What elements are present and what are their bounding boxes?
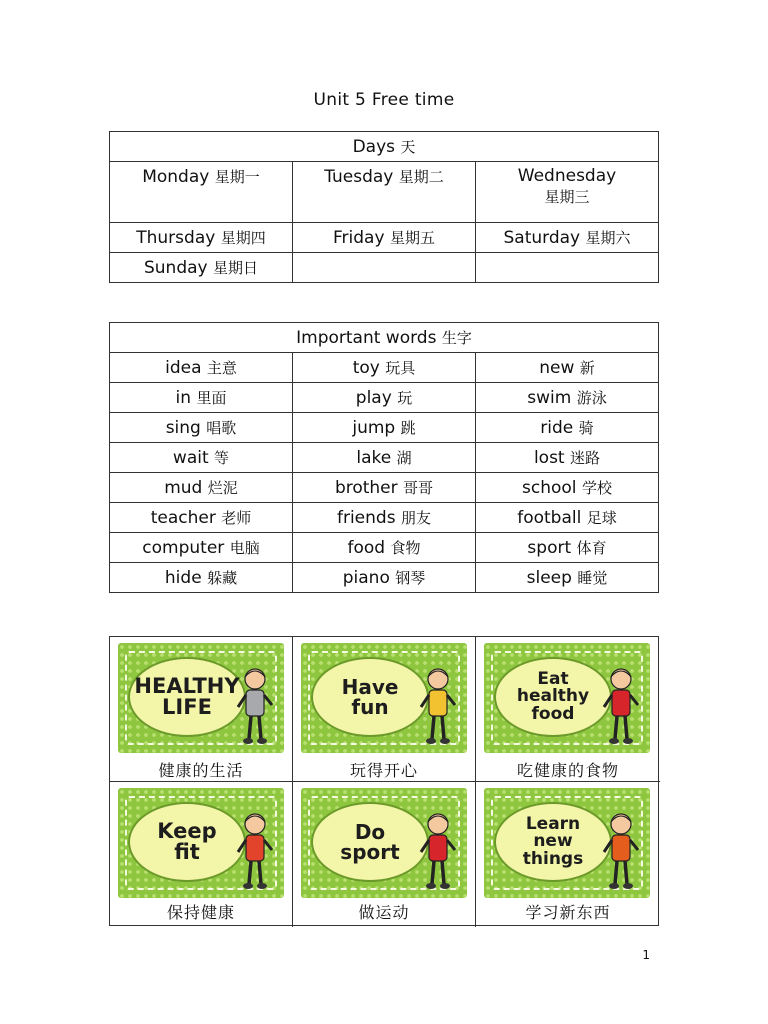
word-en: sing [165, 418, 201, 438]
empty-cell [476, 253, 659, 283]
word-cell [293, 443, 476, 473]
table-row [110, 533, 659, 563]
words-header-zh: 生字 [441, 329, 472, 347]
card-poster [118, 788, 284, 898]
poster-text-line: Do [354, 819, 386, 844]
word-zh: 烂泥 [207, 479, 238, 497]
word-cell [476, 533, 659, 563]
picture-card [476, 637, 660, 782]
days-table [109, 131, 659, 283]
day-en: Monday [142, 167, 210, 187]
empty-cell [293, 253, 476, 283]
day-en: Sunday [143, 258, 208, 278]
word-cell [110, 413, 293, 443]
word-cell [293, 353, 476, 383]
word-cell [293, 473, 476, 503]
words-table-body [110, 353, 659, 593]
word-zh: 唱歌 [206, 419, 237, 437]
table-row [110, 473, 659, 503]
day-en: Thursday [136, 228, 216, 248]
card-poster [484, 643, 650, 753]
word-en: in [175, 388, 192, 408]
word-zh: 老师 [221, 509, 252, 527]
poster-text-line: LIFE [162, 695, 212, 719]
words-header-en: Important words [296, 328, 437, 348]
word-zh: 玩具 [385, 359, 416, 377]
poster-oval-label [494, 657, 612, 737]
word-zh: 玩 [397, 389, 413, 407]
page-title: Unit 5 Free time [313, 90, 455, 110]
poster-text-line: Learn [525, 814, 581, 834]
word-zh: 朋友 [400, 509, 431, 527]
card-poster [484, 788, 650, 898]
word-cell [476, 563, 659, 593]
boy-eating-apple-figure-icon [602, 665, 640, 745]
word-zh: 迷路 [570, 449, 601, 467]
picture-card [110, 782, 293, 927]
word-zh: 等 [214, 449, 230, 467]
card-caption: 健康的生活 [158, 761, 244, 780]
word-en: football [517, 508, 582, 528]
word-zh: 跳 [400, 419, 416, 437]
day-en: Friday [333, 228, 385, 248]
poster-text-line: Eat [537, 669, 569, 689]
jumping-girl-figure-icon [419, 665, 457, 745]
word-cell [110, 473, 293, 503]
words-table [109, 322, 659, 593]
day-cell [293, 223, 476, 253]
word-en: friends [336, 508, 396, 528]
day-zh: 星期二 [398, 168, 444, 186]
word-cell [476, 443, 659, 473]
days-table-header [110, 132, 659, 162]
table-row [110, 443, 659, 473]
poster-oval-label [311, 657, 429, 737]
word-cell [293, 383, 476, 413]
word-zh: 钢琴 [395, 569, 426, 587]
card-caption: 做运动 [358, 903, 410, 922]
word-cell [293, 413, 476, 443]
page-number: 1 [642, 948, 650, 962]
word-zh: 新 [579, 359, 595, 377]
card-poster [301, 788, 467, 898]
word-en: computer [142, 538, 225, 558]
words-table-header [110, 323, 659, 353]
word-zh: 里面 [196, 389, 227, 407]
day-cell [293, 162, 476, 223]
poster-text-line: fun [351, 695, 389, 719]
day-zh: 星期日 [213, 259, 259, 277]
table-row [110, 413, 659, 443]
day-zh: 星期五 [389, 229, 435, 247]
boy-reading-books-figure-icon [602, 810, 640, 890]
word-cell [110, 533, 293, 563]
word-en: wait [172, 448, 209, 468]
word-en: food [347, 538, 386, 558]
day-cell [476, 223, 659, 253]
word-cell [476, 353, 659, 383]
picture-card [293, 782, 476, 927]
card-caption: 保持健康 [166, 903, 235, 922]
table-row [110, 563, 659, 593]
day-en: Saturday [503, 228, 581, 248]
day-zh: 星期四 [220, 229, 266, 247]
word-en: new [539, 358, 575, 378]
day-cell [110, 162, 293, 223]
word-en: mud [164, 478, 203, 498]
days-header-zh: 天 [400, 138, 416, 156]
day-zh: 星期一 [214, 168, 260, 186]
picture-card [110, 637, 293, 782]
word-en: sport [527, 538, 572, 558]
word-cell [110, 503, 293, 533]
word-cell [110, 443, 293, 473]
card-caption: 吃健康的食物 [516, 761, 619, 780]
word-cell [293, 533, 476, 563]
poster-text-line: healthy [516, 686, 590, 707]
word-zh: 湖 [396, 449, 412, 467]
word-zh: 游泳 [576, 389, 607, 407]
day-cell [476, 162, 659, 223]
word-en: toy [352, 358, 380, 378]
word-cell [476, 413, 659, 443]
poster-text-line: new [533, 831, 573, 852]
poster-text-line: Have [341, 674, 399, 699]
card-caption: 玩得开心 [349, 761, 418, 780]
word-cell [476, 503, 659, 533]
word-en: school [522, 478, 577, 498]
poster-oval-label [494, 802, 612, 882]
poster-oval-label [128, 802, 246, 882]
girl-with-sports-balls-figure-icon [419, 810, 457, 890]
word-cell [476, 383, 659, 413]
table-row [110, 383, 659, 413]
word-en: lake [356, 448, 392, 468]
word-en: ride [540, 418, 574, 438]
day-cell [110, 253, 293, 283]
word-zh: 足球 [586, 509, 617, 527]
word-cell [110, 563, 293, 593]
word-zh: 睡觉 [577, 569, 608, 587]
poster-oval-label [128, 657, 246, 737]
table-row [110, 353, 659, 383]
word-en: sleep [526, 568, 572, 588]
card-caption: 学习新东西 [525, 903, 611, 922]
word-zh: 学校 [581, 479, 612, 497]
word-en: teacher [150, 508, 216, 528]
word-zh: 骑 [578, 419, 594, 437]
superhero-girl-figure-icon [236, 665, 274, 745]
poster-text-line: sport [340, 840, 400, 864]
word-en: play [355, 388, 392, 408]
word-en: piano [342, 568, 390, 588]
poster-text-line: things [522, 848, 584, 869]
word-en: brother [334, 478, 398, 498]
picture-card [476, 782, 660, 927]
word-en: jump [352, 418, 396, 438]
word-zh: 电脑 [229, 539, 260, 557]
poster-oval-label [311, 802, 429, 882]
day-zh: 星期三 [544, 188, 590, 206]
card-poster [118, 643, 284, 753]
word-en: hide [164, 568, 202, 588]
word-cell [110, 383, 293, 413]
word-zh: 食物 [390, 539, 421, 557]
word-zh: 体育 [576, 539, 607, 557]
days-header-en: Days [352, 137, 395, 157]
word-cell [476, 473, 659, 503]
picture-card [293, 637, 476, 782]
picture-cards-grid [109, 636, 659, 926]
day-en: Tuesday [324, 167, 394, 187]
word-cell [293, 563, 476, 593]
word-zh: 主意 [206, 359, 237, 377]
day-zh: 星期六 [585, 229, 631, 247]
card-poster [301, 643, 467, 753]
word-cell [293, 503, 476, 533]
poster-text-line: food [531, 703, 575, 724]
word-zh: 哥哥 [403, 479, 434, 497]
table-row [110, 503, 659, 533]
word-zh: 躲藏 [207, 569, 238, 587]
word-en: lost [533, 448, 565, 468]
poster-text-line: HEALTHY [134, 673, 240, 698]
word-en: idea [165, 358, 202, 378]
word-cell [110, 353, 293, 383]
word-en: swim [527, 388, 572, 408]
poster-text-line: fit [174, 840, 200, 864]
day-en: Wednesday [517, 166, 617, 186]
day-cell [110, 223, 293, 253]
poster-text-line: Keep [157, 818, 217, 843]
running-boy-figure-icon [236, 810, 274, 890]
